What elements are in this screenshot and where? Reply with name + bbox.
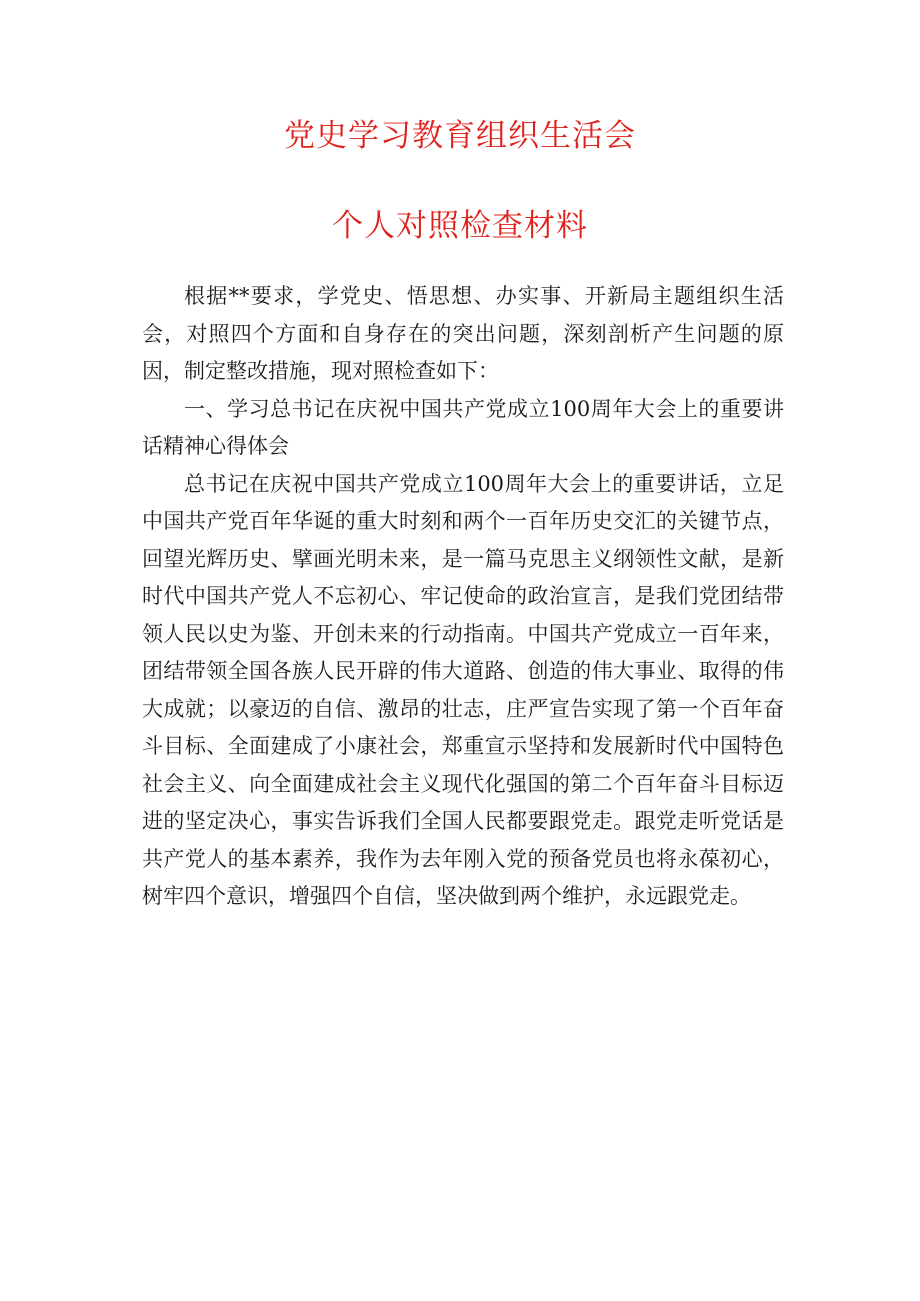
document-body <box>142 278 784 916</box>
intro-paragraph: 根据**要求，学党史、悟思想、办实事、开新局主题组织生活会，对照四个方面和自身存在的突出问题，深刻剖析产生问题的原因，制定整改措施，现对照检查如下： <box>142 284 784 383</box>
document-title-line1: 党史学习教育组织生活会 <box>284 118 636 154</box>
body-paragraph: 总书记在庆祝中国共产党成立100周年大会上的重要讲话，立足中国共产党百年华诞的重大时刻和两个一百年历史交汇的关键节点，回望光辉历史、擘画光明未来，是一篇马克思主义纲领性文献，是新时代中国共产党人不忘初心、牢记使命的政治宣言，是我们党团结带领人民以史为鉴、开创未来的行动指南。中国共产党成立一百年来，团结带领全国各族人民开辟的伟大道路、创造的伟大事业、取得的伟大成就；以豪迈的自信、激昂的壮志，庄严宣告实现了第一个百年奋斗目标、全面建成了小康社会，郑重宣示坚持和发展新时代中国特色社会主义、向全面建成社会主义现代化强国的第二个百年奋斗目标迈进的坚定决心，事实告诉我们全国人民都要跟党走。跟党走听党话是共产党人的基本素养，我作为去年刚入党的预备党员也将永葆初心，树牢四个意识，增强四个自信，坚决做到两个维护，永远跟党走。 <box>142 471 784 908</box>
section-heading-1: 一、学习总书记在庆祝中国共产党成立100周年大会上的重要讲话精神心得体会 <box>142 396 784 458</box>
document-title-line2: 个人对照检查材料 <box>332 208 588 244</box>
